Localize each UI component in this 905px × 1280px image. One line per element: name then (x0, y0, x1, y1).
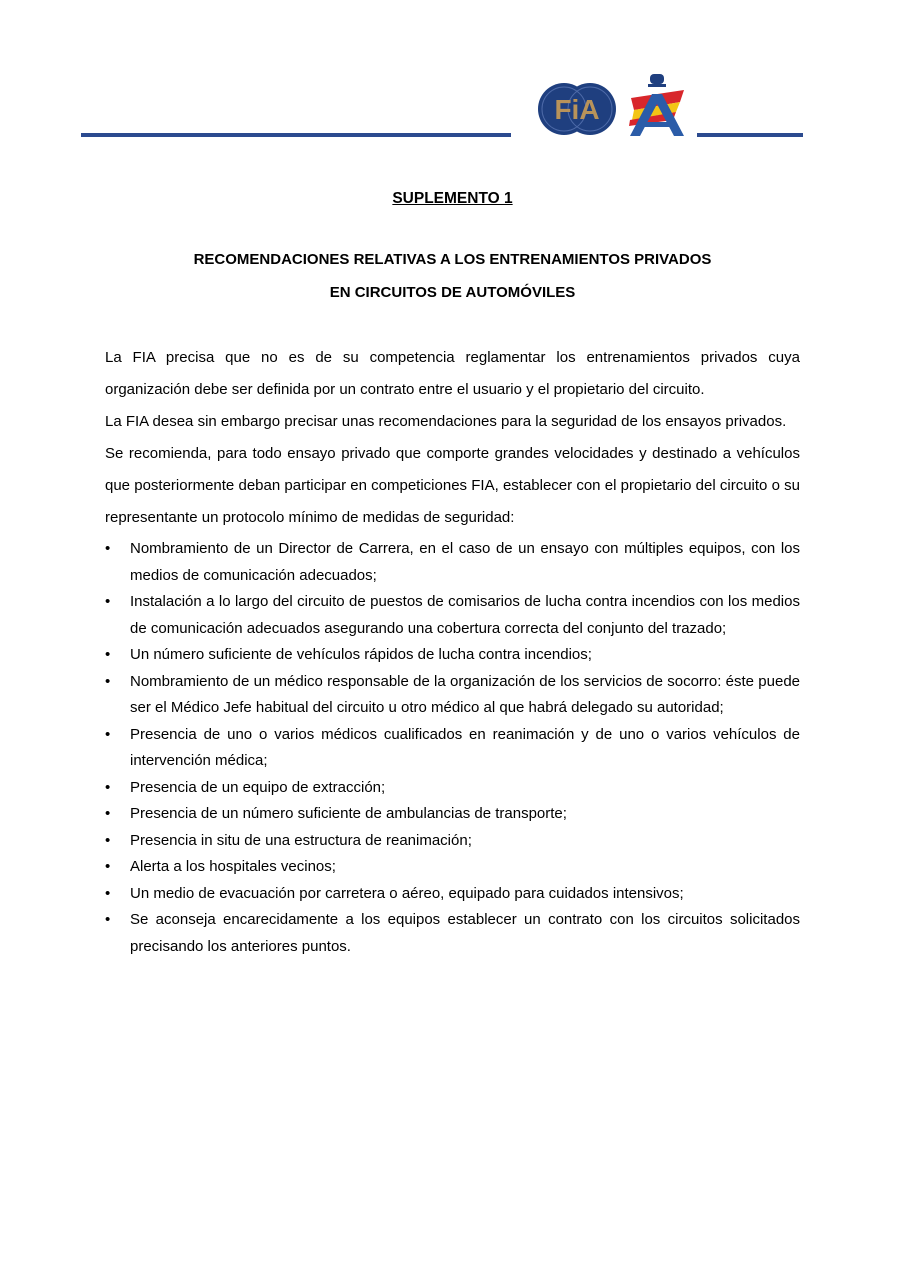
list-item (105, 642, 800, 669)
list-item (105, 907, 800, 960)
section-heading-line-2: EN CIRCUITOS DE AUTOMÓVILES (329, 284, 576, 301)
list-item-text: Instalación a lo largo del circuito de puestos de comisarios de lucha contra incendios con los medios de comunicación adecuados asegurando una cobertura correcta del conjunto del trazado; (130, 593, 800, 637)
svg-text:FiA: FiA (554, 94, 600, 125)
header-rule-left (81, 133, 511, 137)
list-item-text: Presencia in situ de una estructura de reanimación; (130, 831, 472, 849)
list-item (105, 801, 800, 828)
list-item (105, 669, 800, 722)
bullet-icon: • (105, 778, 111, 796)
list-item-text: Un número suficiente de vehículos rápidos de lucha contra incendios; (130, 646, 592, 663)
fia-logo-icon (537, 82, 617, 136)
list-item-text: Nombramiento de un médico responsable de la organización de los servicios de socorro: éste puede ser el Médico Jefe habitual del circuito u otro médico al que habrá delegado su autoridad; (130, 672, 800, 716)
list-item (105, 854, 800, 881)
list-item (105, 881, 800, 908)
list-item-text: Alerta a los hospitales vecinos; (130, 858, 336, 875)
list-item-text: Presencia de uno o varios médicos cualificados en reanimación y de uno o varios vehículos de intervención médica; (130, 725, 800, 769)
list-item (105, 828, 800, 855)
list-item (105, 775, 800, 802)
bullet-icon: • (105, 831, 111, 849)
list-item-text: Presencia de un equipo de extracción; (130, 778, 386, 796)
bullet-icon: • (105, 540, 111, 557)
bullet-icon: • (105, 884, 111, 902)
rfea-logo-icon (626, 72, 688, 138)
bullet-icon: • (105, 593, 111, 610)
bullet-icon: • (105, 858, 111, 875)
document-body (105, 342, 800, 960)
list-item (105, 536, 800, 589)
bullet-icon: • (105, 672, 111, 690)
paragraph: Se recomienda, para todo ensayo privado que comporte grandes velocidades y destinado a vehículos que posteriormente deban participar en competiciones FIA, establecer con el propietario del circuito o su representante un protocolo mínimo de medidas de seguridad: (105, 445, 800, 526)
document-title: SUPLEMENTO 1 (392, 190, 513, 207)
bullet-icon: • (105, 911, 111, 928)
list-item-text: Un medio de evacuación por carretera o aéreo, equipado para cuidados intensivos; (130, 884, 684, 902)
list-item-text: Presencia de un número suficiente de ambulancias de transporte; (130, 805, 567, 822)
bullet-icon: • (105, 646, 111, 663)
header-rule-right (697, 133, 803, 137)
list-item (105, 589, 800, 642)
paragraph: La FIA desea sin embargo precisar unas recomendaciones para la seguridad de los ensayos privados. (105, 413, 787, 430)
list-item (105, 722, 800, 775)
recommendations-list (105, 536, 800, 960)
list-item-text: Se aconseja encarecidamente a los equipos establecer un contrato con los circuitos solicitados precisando los anteriores puntos. (130, 911, 800, 955)
paragraph: La FIA precisa que no es de su competencia reglamentar los entrenamientos privados cuya organización debe ser definida por un contrato entre el usuario y el propietario del circuito. (105, 349, 800, 398)
bullet-icon: • (105, 805, 111, 822)
bullet-icon: • (105, 725, 111, 743)
section-heading-line-1: RECOMENDACIONES RELATIVAS A LOS ENTRENAMIENTOS PRIVADOS (193, 251, 712, 268)
list-item-text: Nombramiento de un Director de Carrera, en el caso de un ensayo con múltiples equipos, con los medios de comunicación adecuados; (130, 540, 800, 584)
